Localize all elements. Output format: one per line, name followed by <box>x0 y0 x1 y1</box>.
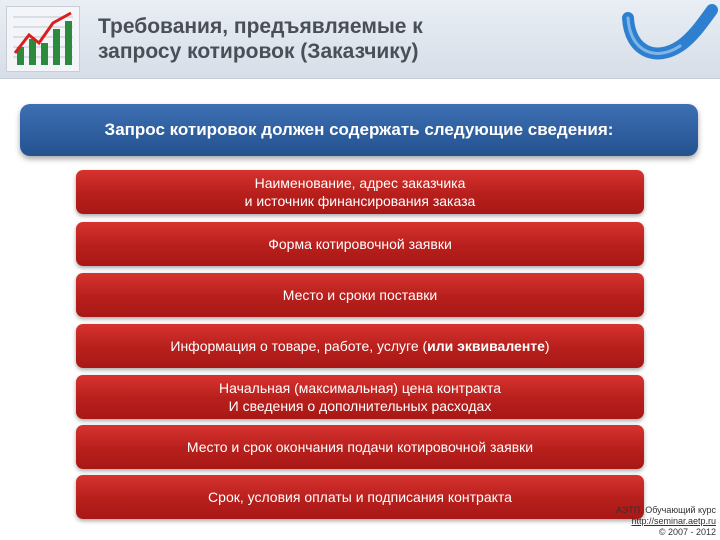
item-line: Форма котировочной заявки <box>268 236 452 252</box>
footer-course: АЭТП. Обучающий курс <box>615 505 716 515</box>
footer <box>586 505 716 538</box>
growth-chart-icon <box>6 6 80 72</box>
info-banner <box>20 104 698 156</box>
title-line-1: Требования, предъявляемые к <box>98 15 423 38</box>
footer-link[interactable]: http://seminar.aetp.ru <box>631 516 716 526</box>
list-item <box>76 273 644 317</box>
list-item <box>76 375 644 419</box>
item-line: И сведения о дополнительных расходах <box>228 398 492 414</box>
list-item <box>76 324 644 368</box>
item-line <box>170 337 549 355</box>
list-item <box>76 222 644 266</box>
item-line: Наименование, адрес заказчика <box>254 175 466 191</box>
item-line: и источник финансирования заказа <box>244 193 476 209</box>
item-line: Срок, условия оплаты и подписания контракта <box>208 489 512 505</box>
page-title <box>98 14 558 64</box>
header <box>0 0 720 79</box>
item-line: Место и срок окончания подачи котировочной заявки <box>186 439 534 455</box>
item-text-suffix: ) <box>544 338 550 354</box>
list-item <box>76 425 644 469</box>
item-text-bold: или эквиваленте <box>427 338 545 354</box>
item-line: Начальная (максимальная) цена контракта <box>219 380 501 396</box>
item-text-prefix: Информация о товаре, работе, услуге ( <box>170 338 428 354</box>
banner-text: Запрос котировок должен содержать следующие сведения: <box>104 120 614 139</box>
item-line: Место и сроки поставки <box>282 287 438 303</box>
swoosh-icon <box>600 0 720 78</box>
footer-copyright: © 2007 - 2012 <box>658 527 716 537</box>
list-item <box>76 475 644 519</box>
list-item <box>76 170 644 214</box>
title-line-2: запросу котировок (Заказчику) <box>98 40 419 63</box>
